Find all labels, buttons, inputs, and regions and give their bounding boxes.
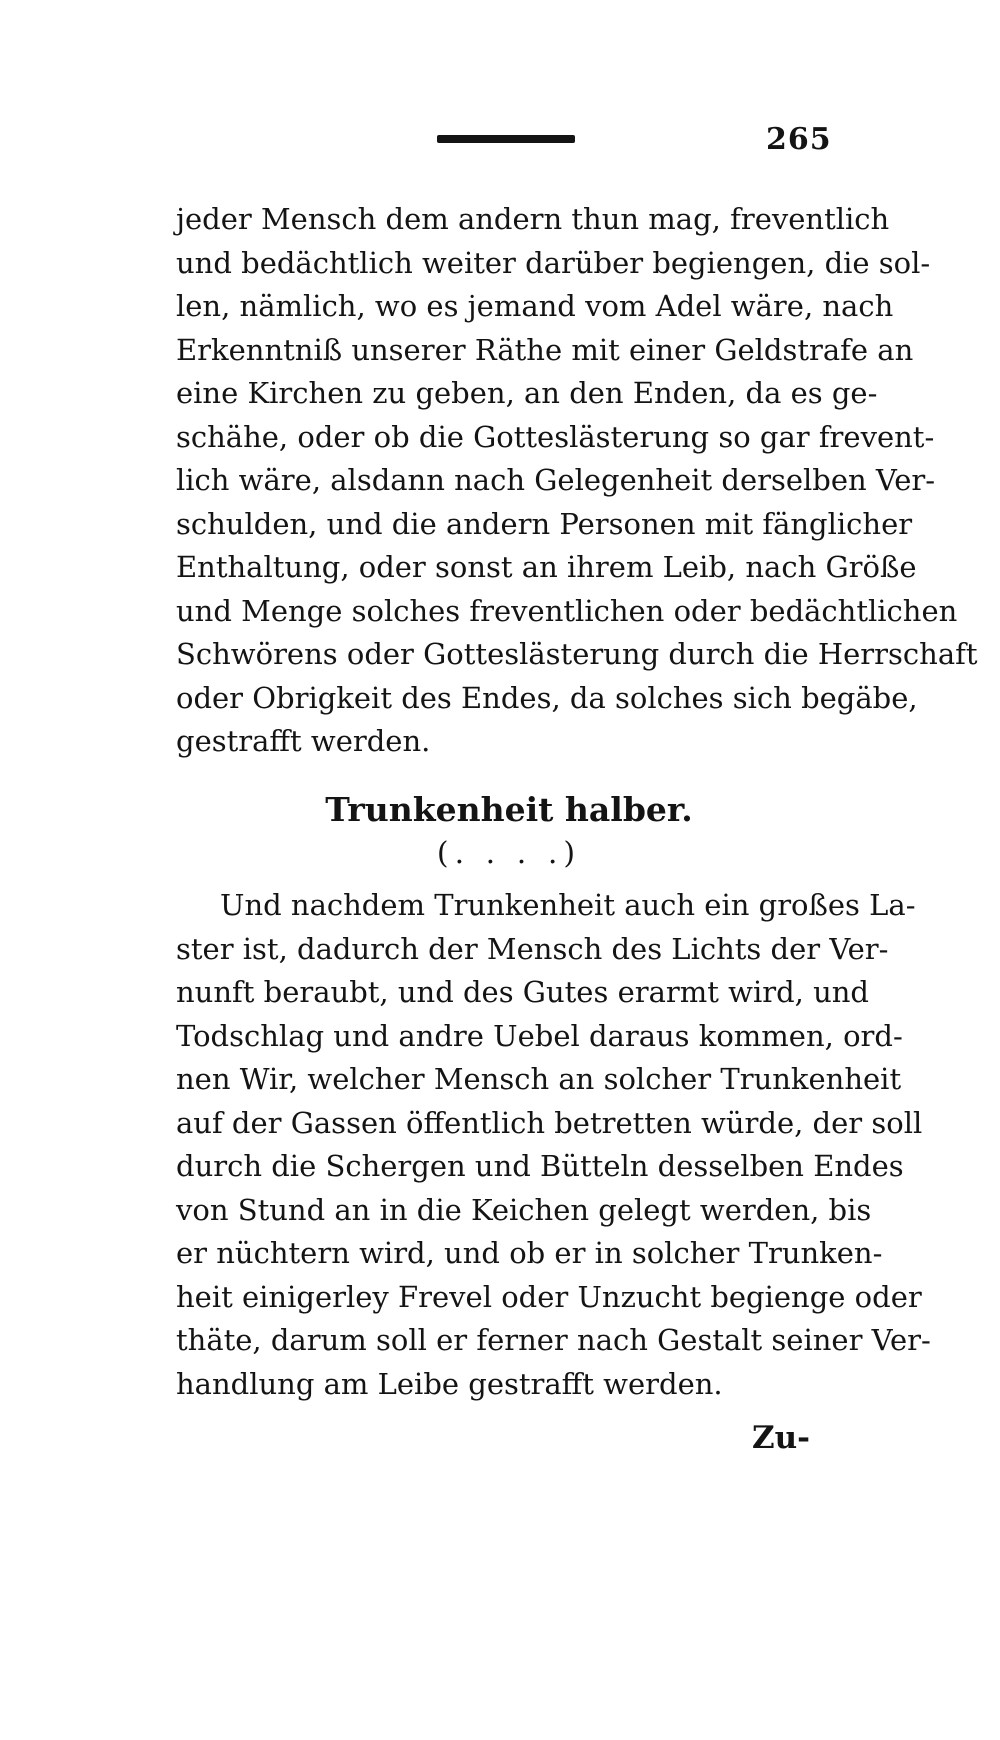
text-line: Enthaltung, oder sonst an ihrem Leib, nach Größe bbox=[176, 550, 917, 584]
text-line: von Stund an in die Keichen gelegt werden, bis bbox=[176, 1192, 872, 1227]
text-line: auf der Gassen öffentlich betretten würde, der soll bbox=[176, 1105, 923, 1140]
section-subheading: (. . . .) bbox=[436, 836, 582, 871]
text-line: Erkenntniß unserer Räthe mit einer Geldstrafe an bbox=[176, 332, 914, 367]
paragraph-2 bbox=[176, 884, 931, 1406]
text-line: heit einigerley Frevel oder Unzucht begienge oder bbox=[176, 1279, 922, 1314]
text-line: nen Wir, welcher Mensch an solcher Trunkenheit bbox=[176, 1062, 902, 1096]
text-line: er nüchtern wird, und ob er in solcher Trunken- bbox=[176, 1236, 883, 1270]
catchword: Zu- bbox=[752, 1420, 811, 1456]
paragraph-1 bbox=[176, 198, 978, 764]
text-line: und bedächtlich weiter darüber begiengen, die sol- bbox=[176, 245, 931, 280]
text-line: Schwörens oder Gotteslästerung durch die Herrschaft bbox=[176, 637, 978, 671]
text-line: eine Kirchen zu geben, an den Enden, da es ge- bbox=[176, 376, 878, 410]
text-line: Und nachdem Trunkenheit auch ein großes La- bbox=[220, 888, 916, 922]
text-line: Todschlag und andre Uebel daraus kommen, ord- bbox=[176, 1018, 903, 1053]
page-number: 265 bbox=[766, 122, 832, 157]
text-line: schähe, oder ob die Gotteslästerung so gar frevent- bbox=[176, 419, 935, 454]
text-line: oder Obrigkeit des Endes, da solches sich begäbe, bbox=[176, 680, 918, 715]
text-line: lich wäre, alsdann nach Gelegenheit derselben Ver- bbox=[176, 463, 936, 497]
section-heading: Trunkenheit halber. bbox=[325, 790, 693, 829]
text-line: durch die Schergen und Bütteln desselben Endes bbox=[176, 1149, 904, 1183]
text-line: thäte, darum soll er ferner nach Gestalt seiner Ver- bbox=[176, 1323, 931, 1357]
text-line: schulden, und die andern Personen mit fänglicher bbox=[176, 506, 913, 541]
header-rule bbox=[437, 135, 575, 143]
text-line: gestrafft werden. bbox=[176, 724, 431, 758]
text-line: nunft beraubt, und des Gutes erarmt wird, und bbox=[176, 975, 869, 1009]
text-line: handlung am Leibe gestrafft werden. bbox=[176, 1366, 723, 1401]
text-line: ster ist, dadurch der Mensch des Lichts der Ver- bbox=[176, 931, 889, 966]
text-line: und Menge solches freventlichen oder bedächtlichen bbox=[176, 593, 958, 628]
text-line: jeder Mensch dem andern thun mag, freventlich bbox=[176, 202, 890, 236]
text-line: len, nämlich, wo es jemand vom Adel wäre, nach bbox=[176, 289, 894, 323]
